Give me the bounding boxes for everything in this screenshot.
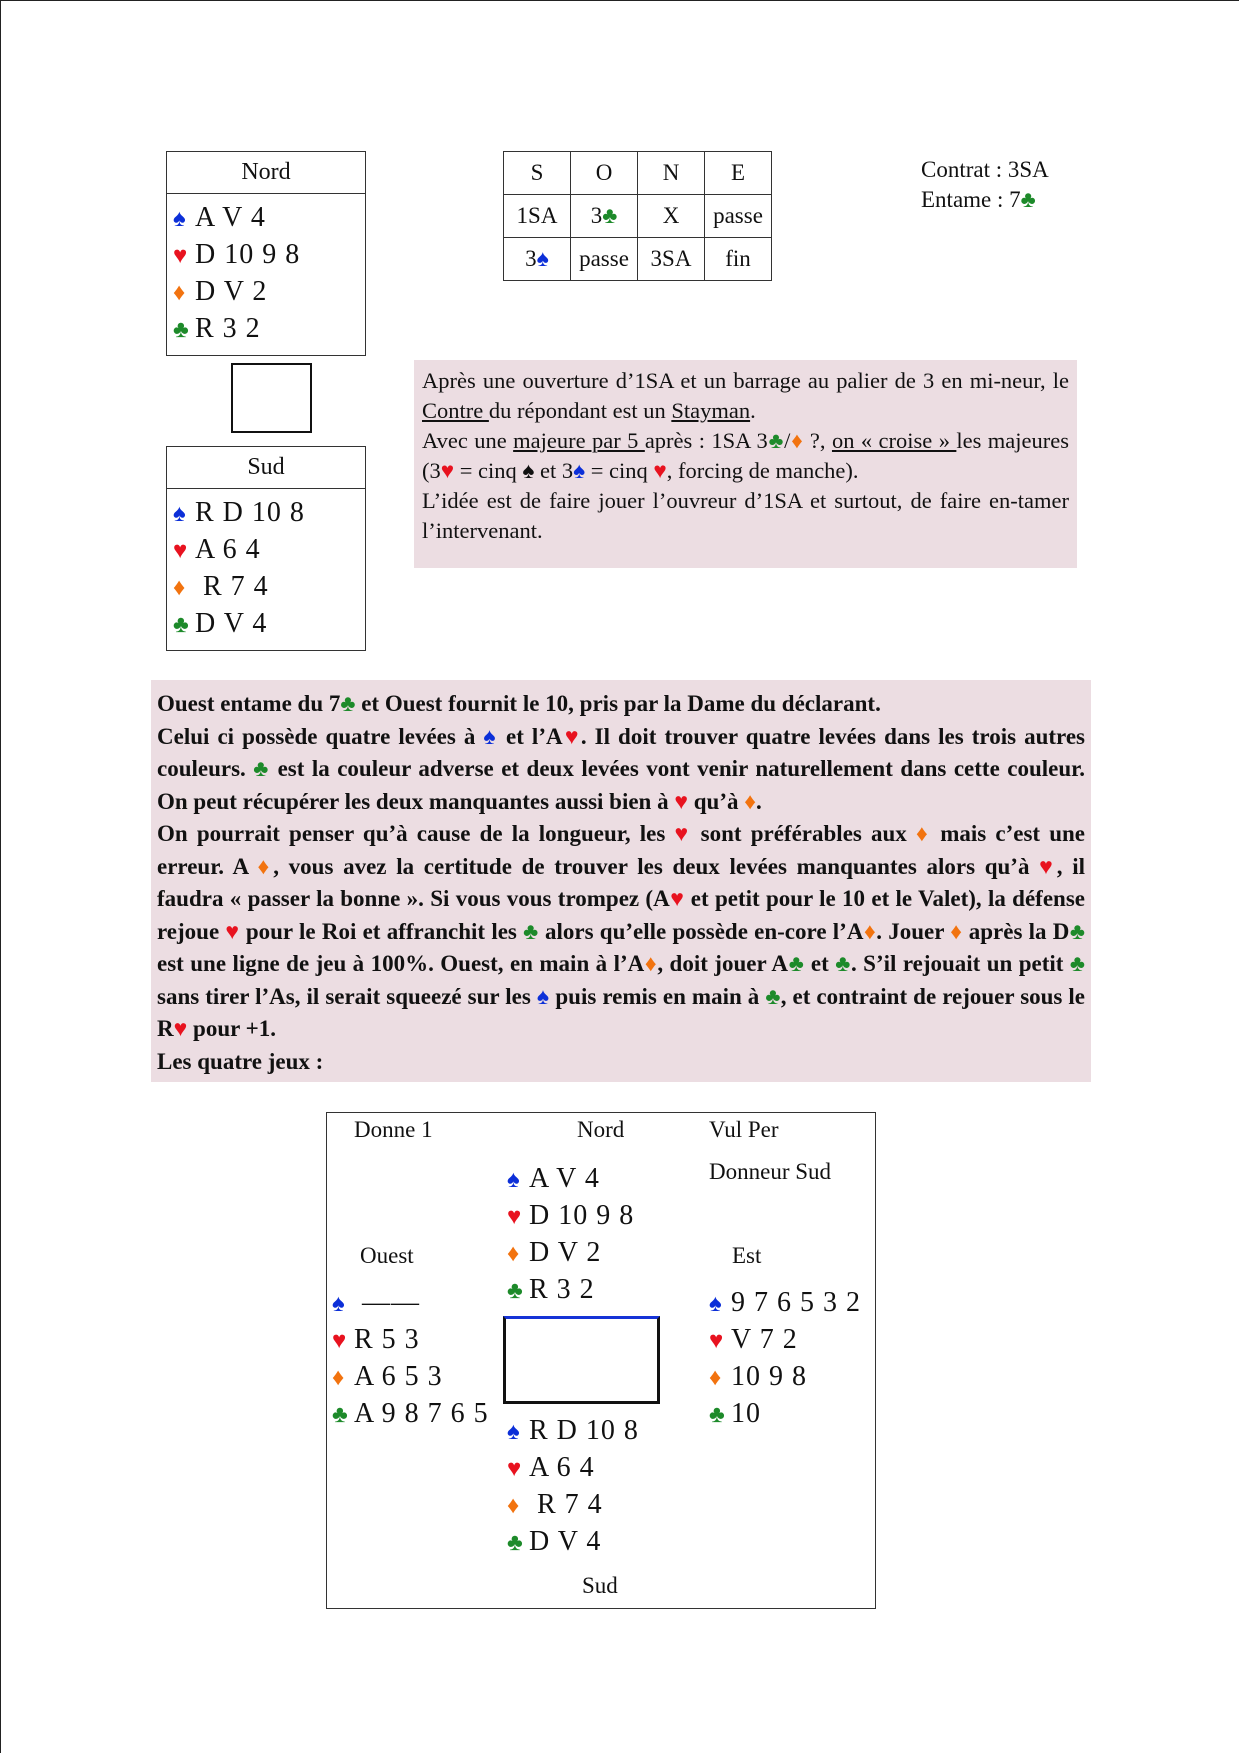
cards: D 10 9 8 (529, 1200, 635, 1231)
text: mais c’est une erreur. A (157, 821, 1085, 879)
cards: R 7 4 (529, 1489, 603, 1520)
heart-icon: ♥ (173, 1016, 188, 1041)
text: / (784, 428, 791, 453)
note1-paragraph-3: L’idée est de faire jouer l’ouvreur d’1SA et surtout, de faire en-tamer l’intervenant. (422, 488, 1069, 543)
south-spades-line (173, 495, 365, 532)
deal-diagram (326, 1112, 876, 1609)
diamond-icon: ♦ (507, 1241, 521, 1267)
lead-line (921, 185, 1049, 215)
text: Celui ci possède quatre levées à (157, 723, 484, 749)
club-icon: ♣ (507, 1278, 524, 1304)
cards: A 9 8 7 6 5 (354, 1398, 489, 1429)
north-spades-line (173, 200, 365, 237)
text: . Il doit trouver quatre levées dans les trois autres couleurs. (157, 723, 1086, 781)
heart-icon: ♥ (709, 1328, 725, 1354)
text: Avec une (422, 428, 514, 453)
text: pour le Roi et affranchit les (239, 918, 524, 944)
analysis-paragraph-2 (157, 721, 1085, 819)
heart-icon: ♥ (674, 788, 688, 814)
south-hand-box (166, 446, 366, 651)
deal-north-hand (507, 1161, 634, 1309)
bid-cell: passe (705, 195, 772, 238)
south-diamonds-cards: R 7 4 (195, 571, 269, 602)
bidding-header-row (504, 152, 772, 195)
deal-east-label: Est (732, 1243, 762, 1268)
heart-icon: ♥ (173, 243, 189, 269)
south-clubs-line (173, 606, 365, 643)
south-clubs-cards: D V 4 (195, 608, 268, 639)
card-line (709, 1285, 861, 1322)
club-icon: ♣ (602, 203, 618, 228)
club-icon: ♣ (507, 1530, 524, 1556)
bid-cell: passe (571, 238, 638, 281)
text: ?, (803, 428, 832, 453)
text: , doit jouer A (657, 951, 789, 976)
heart-icon: ♥ (674, 821, 692, 846)
deal-east-hand (709, 1285, 861, 1433)
spade-icon: ♠ (507, 1419, 521, 1445)
diamond-icon: ♦ (915, 821, 932, 846)
text: . (756, 788, 762, 814)
club-icon: ♣ (332, 1402, 349, 1428)
analysis-paragraph-3 (157, 818, 1085, 1046)
diamond-icon: ♦ (709, 1365, 723, 1391)
text: est une ligne de jeu à 100%. Ouest, en main à l’A (157, 951, 645, 976)
card-line (332, 1396, 489, 1433)
card-line (507, 1413, 639, 1450)
heart-icon: ♥ (440, 458, 455, 483)
card-line (709, 1359, 861, 1396)
cards: A 6 5 3 (354, 1361, 443, 1392)
deal-north-label: Nord (577, 1117, 625, 1142)
south-diamonds-line (173, 569, 365, 606)
bid-value: 3♠ (525, 246, 549, 271)
text: puis remis en main à (549, 983, 766, 1009)
club-icon: ♣ (765, 983, 781, 1009)
north-clubs-line (173, 311, 365, 348)
lead-text: Entame : 7 (921, 187, 1021, 212)
analysis-text (151, 680, 1091, 1082)
cards: R 3 2 (529, 1274, 595, 1305)
cards: A 6 4 (529, 1452, 595, 1483)
card-line (507, 1161, 634, 1198)
club-icon: ♣ (788, 951, 805, 976)
diamond-icon: ♦ (173, 280, 187, 306)
cards: V 7 2 (731, 1324, 798, 1355)
deal-number: Donne 1 (354, 1117, 433, 1142)
club-icon: ♣ (835, 951, 851, 976)
analysis-paragraph-4: Les quatre jeux : (157, 1048, 324, 1074)
north-diamonds-cards: D V 2 (195, 276, 268, 307)
deal-west-hand (332, 1285, 489, 1433)
text: On pourrait penser qu’à cause de la longueur, les (157, 821, 675, 846)
cards: A V 4 (529, 1163, 600, 1194)
text: Ouest entame du 7 (157, 691, 341, 716)
text: . Jouer (876, 918, 951, 944)
heart-icon: ♥ (562, 723, 581, 749)
text: . S’il rejouait un petit (850, 951, 1070, 976)
north-clubs-cards: R 3 2 (195, 313, 261, 344)
text-underlined: on « croise » (831, 428, 957, 453)
heart-icon: ♥ (653, 458, 667, 483)
diamond-icon: ♦ (173, 575, 187, 601)
club-icon: ♣ (1069, 918, 1086, 944)
bid-header-west: O (571, 152, 638, 195)
text: Après une ouverture d’1SA et un barrage au palier de 3 en mi-neur, le (422, 368, 1069, 393)
bid-cell: 1SA (504, 195, 571, 238)
text: et (804, 951, 836, 976)
note1-paragraph-2 (422, 426, 1069, 486)
cards: R D 10 8 (529, 1415, 639, 1446)
south-spades-cards: R D 10 8 (195, 497, 305, 528)
spade-icon: ♠ (522, 458, 535, 483)
club-icon: ♣ (1069, 951, 1085, 976)
bidding-row (504, 195, 772, 238)
text: sans tirer l’As, il serait squeezé sur les (157, 983, 537, 1009)
text: est la couleur adverse et deux levées vont venir naturellement dans cette couleur. On peut récupérer les deux manquantes aussi bien à (157, 756, 1086, 814)
card-line (709, 1396, 861, 1433)
text: = cinq (585, 458, 654, 483)
diamond-icon: ♦ (507, 1493, 521, 1519)
card-line (332, 1285, 489, 1322)
text-underlined: Stayman (671, 398, 751, 423)
bid-cell: X (638, 195, 705, 238)
text: et 3 (534, 458, 574, 483)
cards: 10 9 8 (731, 1361, 807, 1392)
note1-paragraph-1 (422, 366, 1069, 426)
bid-value: 3♣ (590, 203, 618, 228)
south-hearts-line (173, 532, 365, 569)
card-line (507, 1450, 639, 1487)
club-icon: ♣ (1020, 187, 1036, 212)
text: et Ouest fournit le 10, pris par la Dame du déclarant. (355, 691, 881, 716)
diamond-icon: ♦ (744, 788, 756, 814)
north-hand-box (166, 151, 366, 356)
heart-icon: ♥ (173, 538, 189, 564)
text: du répondant est un (488, 398, 672, 423)
card-line (507, 1524, 639, 1561)
spade-icon: ♠ (173, 206, 187, 232)
text: , et contraint de rejouer sous le R (157, 983, 1086, 1041)
convention-note (414, 360, 1077, 568)
cards: D V 2 (529, 1237, 602, 1268)
text: , vous avez la certitude de trouver les deux levées manquantes alors qu’à (273, 853, 1040, 879)
text: sont préférables aux (691, 821, 916, 846)
bid-header-south: S (504, 152, 571, 195)
deal-dealer: Donneur Sud (709, 1159, 832, 1184)
diamond-icon: ♦ (950, 918, 963, 944)
bid-cell-spade (504, 238, 571, 281)
contract-line: Contrat : 3SA (921, 157, 1049, 182)
bid-cell: 3SA (638, 238, 705, 281)
text: pour +1. (187, 1016, 277, 1041)
spade-icon: ♠ (507, 1167, 521, 1193)
club-icon: ♣ (253, 756, 271, 781)
bidding-table (503, 151, 772, 281)
bid-cell: fin (705, 238, 772, 281)
cards: 10 (731, 1398, 761, 1429)
text: et petit pour le 10 et le Valet), la défense rejoue (157, 886, 1086, 944)
spade-icon: ♠ (536, 983, 550, 1009)
bidding-row (504, 238, 772, 281)
north-diamonds-line (173, 274, 365, 311)
spade-icon: ♠ (709, 1291, 723, 1317)
deal-west-label: Ouest (360, 1243, 414, 1268)
spade-icon: ♠ (573, 458, 586, 483)
bid-header-north: N (638, 152, 705, 195)
text: les majeures (3 (422, 428, 1069, 483)
cards: D V 4 (529, 1526, 602, 1557)
card-line (709, 1322, 861, 1359)
text: = cinq (454, 458, 523, 483)
card-table (503, 1316, 660, 1404)
north-hearts-line (173, 237, 365, 274)
heart-icon: ♥ (507, 1456, 523, 1482)
cards: 9 7 6 5 3 2 (731, 1287, 861, 1318)
text: qu’à (688, 788, 745, 814)
card-line (507, 1272, 634, 1309)
card-line (507, 1198, 634, 1235)
south-hand-title: Sud (167, 447, 365, 489)
diamond-icon: ♦ (644, 951, 658, 976)
club-icon: ♣ (767, 428, 785, 453)
deal-south-hand (507, 1413, 639, 1561)
bid-header-east: E (705, 152, 772, 195)
card-line (332, 1359, 489, 1396)
heart-icon: ♥ (669, 886, 685, 911)
north-hand-title: Nord (167, 152, 365, 194)
diamond-icon: ♦ (257, 853, 274, 879)
heart-icon: ♥ (225, 918, 240, 944)
club-icon: ♣ (173, 317, 190, 343)
spade-icon: ♠ (173, 501, 187, 527)
bid-cell-club (571, 195, 638, 238)
club-icon: ♣ (173, 612, 190, 638)
text: . (750, 398, 756, 423)
text-underlined: majeure par 5 (513, 428, 645, 453)
club-icon: ♣ (340, 691, 356, 716)
club-icon: ♣ (709, 1402, 726, 1428)
text: après la D (962, 918, 1070, 944)
heart-icon: ♥ (507, 1204, 523, 1230)
text: alors qu’elle possède en-core l’A (538, 918, 864, 944)
heart-icon: ♥ (1039, 853, 1057, 879)
spade-icon: ♠ (483, 723, 498, 749)
text: , il faudra « passer la bonne ». Si vous vous trompez (A (157, 853, 1086, 911)
spade-icon: ♠ (536, 246, 549, 271)
diamond-icon: ♦ (863, 918, 877, 944)
card-line (507, 1235, 634, 1272)
cards: R 5 3 (354, 1324, 420, 1355)
contract-info (921, 155, 1049, 215)
spade-icon: ♠ (332, 1291, 346, 1317)
diamond-icon: ♦ (790, 428, 804, 453)
text-underlined: Contre (422, 398, 489, 423)
deal-south-label: Sud (582, 1573, 618, 1598)
heart-icon: ♥ (332, 1328, 348, 1354)
text: et l’A (497, 723, 563, 749)
club-icon: ♣ (523, 918, 539, 944)
table-placeholder-box (231, 363, 312, 433)
cards: —— (354, 1287, 420, 1318)
south-hearts-cards: A 6 4 (195, 534, 261, 565)
deal-vulnerability: Vul Per (709, 1117, 779, 1142)
diamond-icon: ♦ (332, 1365, 346, 1391)
north-hearts-cards: D 10 9 8 (195, 239, 301, 270)
text: , forcing de manche). (666, 458, 859, 483)
text: après : 1SA 3 (644, 428, 768, 453)
analysis-paragraph-1 (157, 688, 1085, 721)
north-spades-cards: A V 4 (195, 202, 266, 233)
card-line (507, 1487, 639, 1524)
card-line (332, 1322, 489, 1359)
